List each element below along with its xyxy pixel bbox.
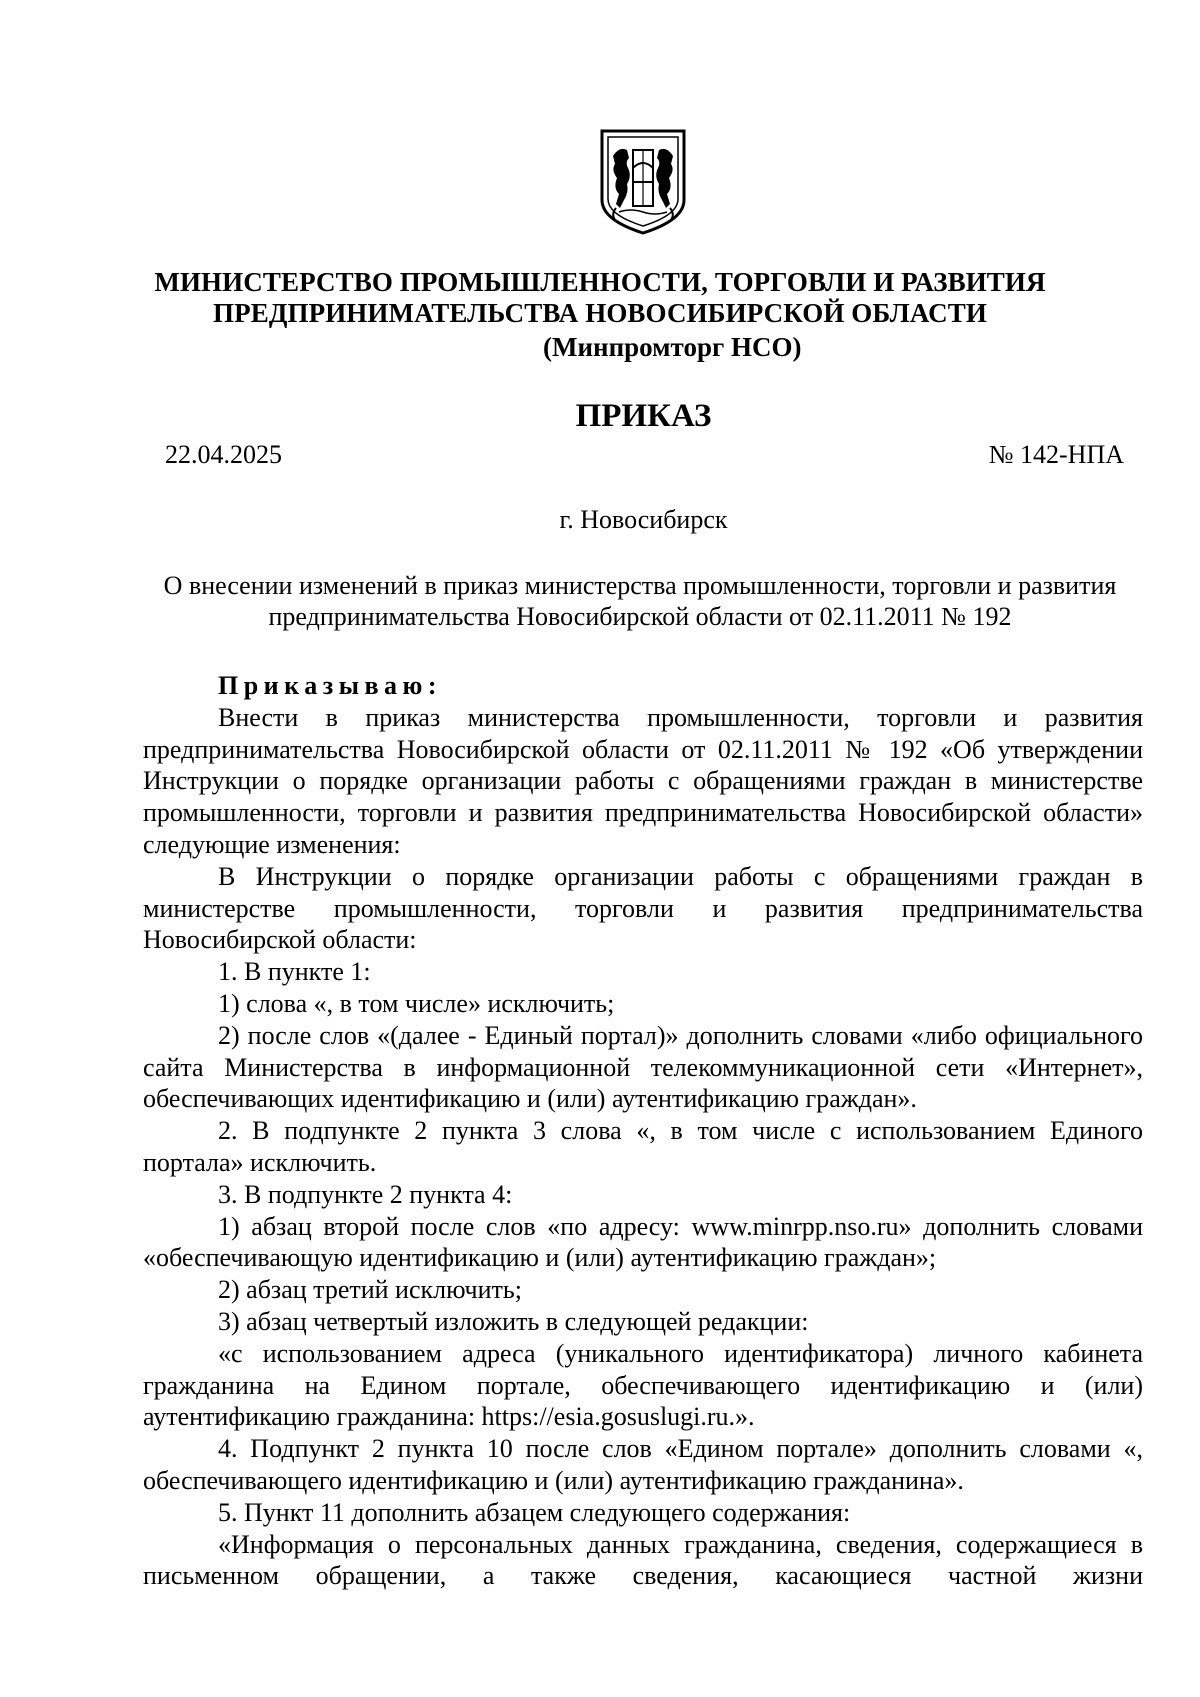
organization-abbreviation: (Минпромторг НСО) xyxy=(543,332,802,362)
body-paragraph: 2. В подпункте 2 пункта 3 слова «, в том числе с использованием Единого портала» исключить. xyxy=(143,1116,1143,1177)
order-heading: Приказываю: xyxy=(218,671,443,700)
document-date: 22.04.2025 xyxy=(165,440,282,469)
body-paragraph: 1) слова «, в том числе» исключить; xyxy=(218,988,615,1018)
body-paragraph: 2) абзац третий исключить; xyxy=(218,1275,522,1305)
body-paragraph: «с использованием адреса (уникального идентификатора) личного кабинета гражданина на Едином портале, обеспечивающего идентификацию и (или) аутентификацию гражданина: https://esia.gosuslugi.ru.». xyxy=(143,1338,1143,1432)
body-paragraph: 3) абзац четвертый изложить в следующей редакции: xyxy=(218,1306,809,1336)
body-paragraph: В Инструкции о порядке организации работы с обращениями граждан в министерстве промышленности, торговли и развития предпринимательства Новосибирской области: xyxy=(143,861,1143,955)
body-paragraph: «Информация о персональных данных гражданина, сведения, содержащиеся в письменном обращении, а также сведения, касающиеся частной жизни xyxy=(143,1529,1143,1591)
body-paragraph: 1. В пункте 1: xyxy=(218,957,371,987)
body-paragraph: 4. Подпункт 2 пункта 10 после слов «Едином портале» дополнить словами «, обеспечивающего идентификацию и (или) аутентификацию гражданина». xyxy=(143,1434,1143,1495)
document-number: № 142-НПА xyxy=(988,440,1124,469)
document-type: ПРИКАЗ xyxy=(575,398,712,434)
body-paragraph: 1) абзац второй после слов «по адресу: www.minrpp.nso.ru» дополнить словами «обеспечивающую идентификацию и (или) аутентификацию граждан»; xyxy=(143,1211,1143,1273)
organization-name-line1: МИНИСТЕРСТВО ПРОМЫШЛЕННОСТИ, ТОРГОВЛИ И РАЗВИТИЯ xyxy=(154,267,1046,297)
document-body xyxy=(143,670,1143,1592)
coat-of-arms-icon xyxy=(599,128,687,236)
body-paragraph: 3. В подпункте 2 пункта 4: xyxy=(218,1179,513,1209)
document-subject: О внесении изменений в приказ министерства промышленности, торговли и развития предпринимательства Новосибирской области от 02.11.2011 № 192 xyxy=(163,571,1117,631)
body-paragraph: 2) после слов «(далее - Единый портал)» дополнить словами «либо официального сайта Министерства в информационной телекоммуникационной сети «Интернет», обеспечивающих идентификацию и (или) аутентификацию граждан». xyxy=(143,1020,1143,1114)
body-paragraph: 5. Пункт 11 дополнить абзацем следующего содержания: xyxy=(218,1497,851,1527)
organization-name-line2: ПРЕДПРИНИМАТЕЛЬСТВА НОВОСИБИРСКОЙ ОБЛАСТИ xyxy=(213,298,987,328)
document-city: г. Новосибирск xyxy=(559,505,728,534)
body-paragraph: Внести в приказ министерства промышленности, торговли и развития предпринимательства Новосибирской области от 02.11.2011 № 192 «Об утверждении Инструкции о порядке организации работы с обращениями граждан в министерстве промышленности, торговли и развития предпринимательства Новосибирской области» следующие изменения: xyxy=(143,702,1143,859)
